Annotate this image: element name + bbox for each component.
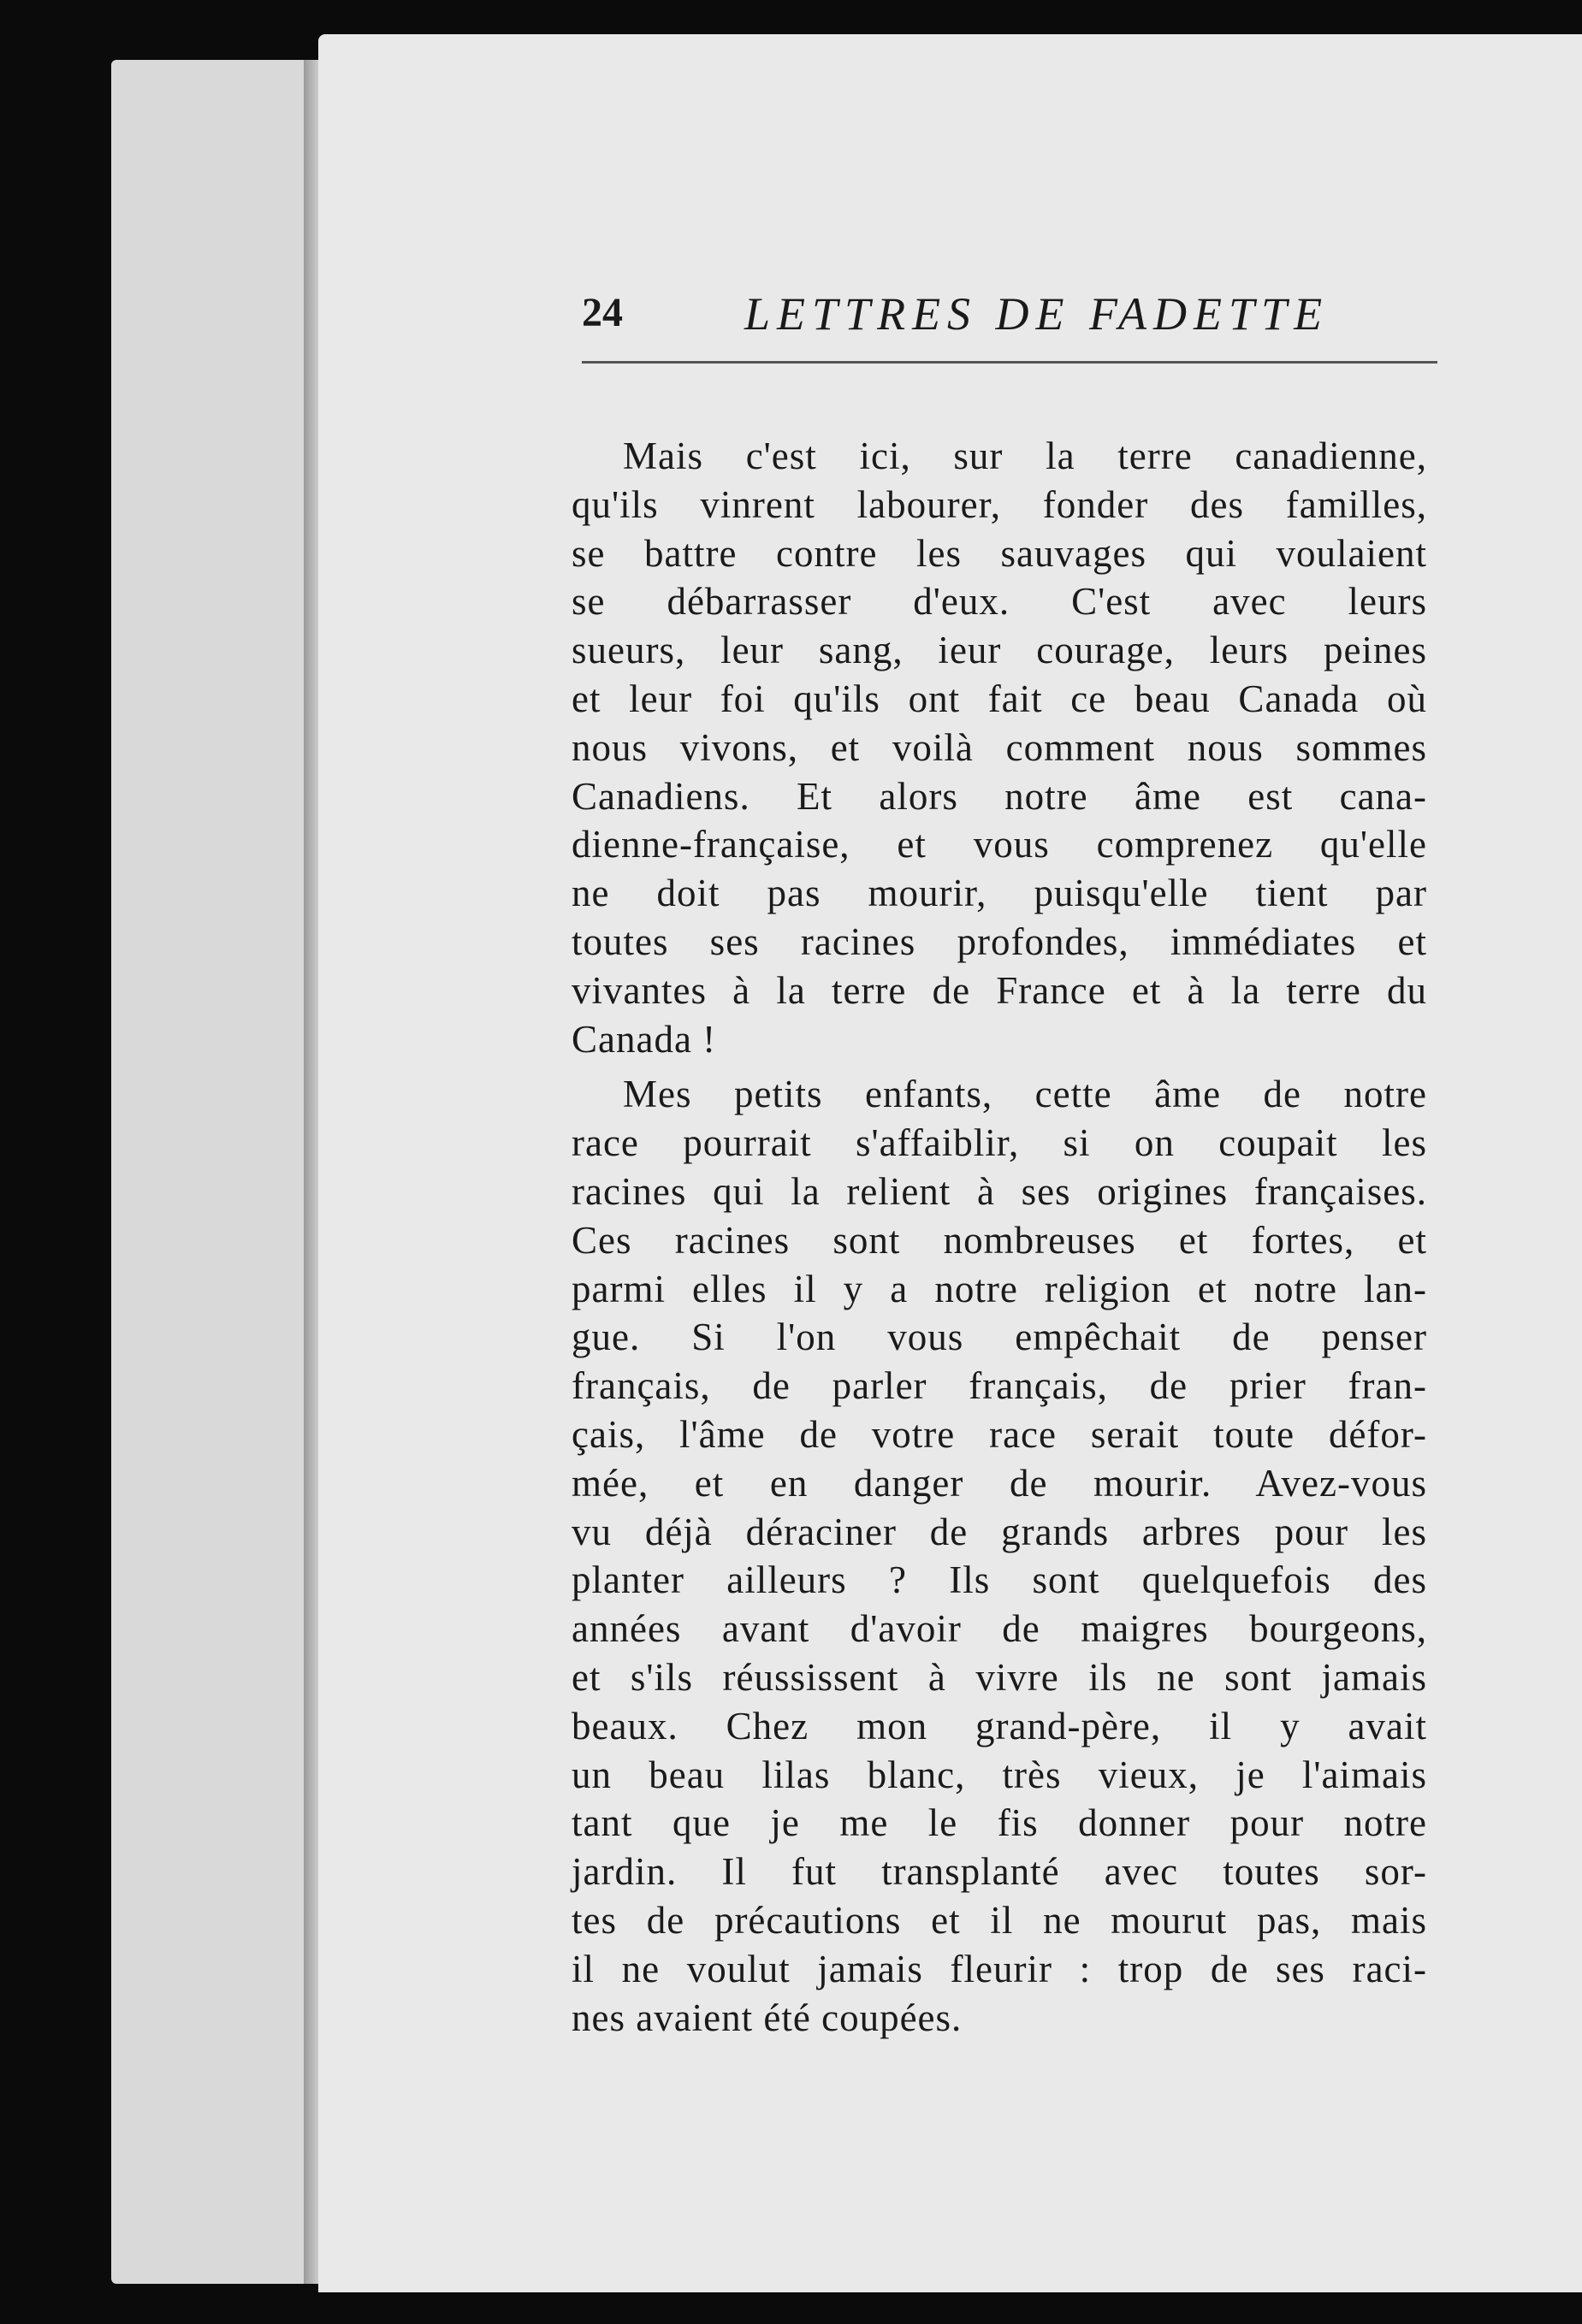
text-line: un beau lilas blanc, très vieux, je l'aimais (572, 1753, 1427, 1796)
text-line: planter ailleurs ? Ils sont quelquefois des (572, 1558, 1427, 1602)
text-line: racines qui la relient à ses origines françaises. (572, 1169, 1427, 1213)
text-line: jardin. Il fut transplanté avec toutes sor- (572, 1850, 1427, 1894)
page-number: 24 (582, 290, 623, 335)
text-line: se battre contre les sauvages qui voulaient (572, 531, 1427, 575)
text-line: race pourrait s'affaiblir, si on coupait les (572, 1121, 1427, 1165)
text-line: Canadiens. Et alors notre âme est cana- (572, 774, 1427, 818)
text-line: parmi elles il y a notre religion et notre lan- (572, 1267, 1427, 1310)
head-rule (582, 361, 1437, 364)
text-line: çais, l'âme de votre race serait toute défor- (572, 1412, 1427, 1456)
text-line: nous vivons, et voilà comment nous sommes (572, 725, 1427, 769)
text-line: dienne-française, et vous comprenez qu'elle (572, 823, 1427, 866)
text-line: mée, et en danger de mourir. Avez-vous (572, 1461, 1427, 1505)
text-line: et leur foi qu'ils ont fait ce beau Canada où (572, 677, 1427, 720)
text-line: toutes ses racines profondes, immédiates et (572, 920, 1427, 963)
paragraph-gap (572, 1063, 1427, 1070)
text-line: Ces racines sont nombreuses et fortes, et (572, 1218, 1427, 1262)
text-line: Canada ! (572, 1017, 717, 1061)
text-line: français, de parler français, de prier fran- (572, 1364, 1427, 1408)
running-head (582, 282, 1455, 351)
text-line: et s'ils réussissent à vivre ils ne sont jamais (572, 1655, 1427, 1699)
text-line: Mais c'est ici, sur la terre canadienne, (623, 435, 1427, 477)
text-line: qu'ils vinrent labourer, fonder des familles, (572, 482, 1427, 526)
text-line: ne doit pas mourir, puisqu'elle tient par (572, 872, 1427, 915)
text-line: Mes petits enfants, cette âme de notre (623, 1073, 1427, 1116)
text-line: tes de précautions et il ne mourut pas, mais (572, 1898, 1427, 1942)
running-head-title: LETTRES DE FADETTE (744, 288, 1330, 340)
paragraph-1 (572, 432, 1427, 1063)
text-line: beaux. Chez mon grand-père, il y avait (572, 1704, 1427, 1747)
text-line: tant que je me le fis donner pour notre (572, 1801, 1427, 1845)
text-line: sueurs, leur sang, ieur courage, leurs peines (572, 629, 1427, 672)
text-line: nes avaient été coupées. (572, 1996, 963, 2039)
paragraph-2 (572, 1070, 1427, 2042)
body-text (572, 432, 1427, 2042)
text-line: vu déjà déraciner de grands arbres pour les (572, 1510, 1427, 1553)
text-line: gue. Si l'on vous empêchait de penser (572, 1316, 1427, 1359)
text-line: se débarrasser d'eux. C'est avec leurs (572, 580, 1427, 624)
text-line: il ne voulut jamais fleurir : trop de ses raci- (572, 1947, 1427, 1990)
page-edge-shadow (304, 60, 319, 2284)
text-line: années avant d'avoir de maigres bourgeons, (572, 1607, 1427, 1651)
text-line: vivantes à la terre de France et à la terre du (572, 968, 1427, 1012)
